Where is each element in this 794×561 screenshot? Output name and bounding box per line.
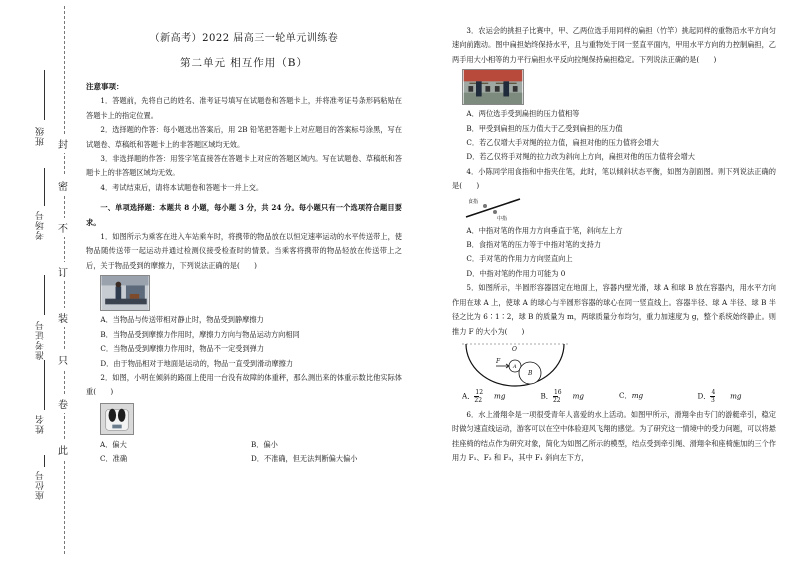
seal-mark-zhuang: 装 <box>58 308 68 327</box>
q4-pen-diagram <box>464 195 524 223</box>
q4-middle-finger-label: 中指 <box>497 215 508 222</box>
q5-option-b-numerator: 16 <box>553 388 562 396</box>
q4-index-finger <box>483 204 487 208</box>
exam-subtitle: 第二单元 相互作用（B） <box>179 57 309 69</box>
q5-option-a-denominator: 22 <box>474 396 483 404</box>
notice-item: 3．非选择题的作答：用签字笔直接答在答题卡上对应的答题区域内。写在试题卷、草稿纸和答题卡上的非答题区域均无效。 <box>86 154 402 178</box>
q1-option-d: D．由于物品相对于地面是运动的，物品一直受到滑动摩擦力 <box>100 358 294 368</box>
binding-margin <box>0 0 82 561</box>
q3-stem: 3．农运会的挑担子比赛中，甲、乙两位选手用同样的扁担（竹竿）挑起同样的重物沿水平方向匀速向前跑动。图中扁担始终保持水平，且与重物处于同一竖直平面内，甲用水平方向的力控制扁担，乙两手用大小相等的力平行扁担水平反向拉绳保持扁担稳定。下列说法正确的是( ) <box>452 26 776 64</box>
q5-option-c <box>619 389 698 404</box>
q2-option-a: A．偏大 <box>100 439 127 449</box>
left-column <box>86 0 402 467</box>
q5-option-d-numerator: 4 <box>711 388 716 396</box>
exam-room-label: 考场号 <box>36 210 46 240</box>
q5-option-c-letter: C． <box>619 390 632 400</box>
q5-option-a-unit: mg <box>494 391 506 401</box>
q3-race-photo <box>462 69 524 105</box>
q4-option-b: B．食指对笔的压力等于中指对笔的支持力 <box>466 240 602 250</box>
right-column <box>452 24 776 466</box>
q3-option-a: A．两位选手受到扁担的压力值相等 <box>466 109 580 119</box>
q2-stem: 2．如图，小明在倾斜的路面上使用一台没有故障的体重秤，那么测出来的体重示数比他实际体重( ) <box>86 372 402 397</box>
q1-option-c: C．当物品受到摩擦力作用时，物品不一定受到弹力 <box>100 344 265 354</box>
q5-hemisphere-diagram <box>460 340 570 388</box>
q4-stem: 4．小陈同学用食指和中指夹住笔，此时，笔以倾斜状态平衡，如图为剖面图。则下列说法正确的是( ) <box>452 166 776 191</box>
exam-title: （新高考）2022 届高三一轮单元训练卷 <box>149 33 339 44</box>
q5-ball-a-label: A <box>513 363 517 370</box>
q1-option-b: B．当物品受到摩擦力作用时，摩擦力方向与物品运动方向相同 <box>100 329 300 339</box>
class-label: 班级 <box>36 126 46 146</box>
q5-option-d <box>698 389 777 404</box>
q5-option-d-unit: mg <box>730 391 742 401</box>
seat-number-field-line[interactable] <box>44 455 45 467</box>
q5-option-d-denominator: 3 <box>710 396 715 404</box>
q5-option-d-letter: D． <box>697 391 711 401</box>
seal-mark-ci: 此 <box>58 440 68 459</box>
q5-options-row <box>452 389 776 404</box>
q3-option-c: C．若乙仅增大手对绳的拉力值，扁担对他的压力值将会增大 <box>466 138 659 148</box>
q6-stem: 6．水上滑翔伞是一项很受青年人喜爱的水上活动。如图甲所示，滑翔伞由专门的游艇牵引，稳定时做匀速直线运动，游客可以在空中体验迎风飞翔的感觉。为了研究这一情境中的受力问题，可以将悬挂座椅的结点作为研究对象，简化为如图乙所示的模型，结点受到牵引绳、滑翔伞和座椅施加的三个作用力 F₁、F₂ 和 F₃，其中 F₁ 斜向左下方， <box>452 409 776 463</box>
q5-center-label: O <box>512 345 517 353</box>
class-field-line[interactable] <box>44 70 45 120</box>
q4-middle-finger <box>493 210 497 214</box>
seal-mark-mi: 密 <box>58 176 68 195</box>
exam-room-field-line[interactable] <box>44 168 45 206</box>
notice-item: 1．答题前，先将自己的姓名、准考证号填写在试题卷和答题卡上，并将准考证号条形码粘贴在答题卡上的指定位置。 <box>86 96 402 120</box>
q5-ball-b-label: B <box>528 369 533 377</box>
q5-option-b-letter: B． <box>540 391 553 401</box>
q3-option-d: D．若乙仅将手对绳的拉力改为斜向上方向，扁担对他的压力值将会增大 <box>466 152 695 162</box>
notice-heading: 注意事项： <box>86 82 124 91</box>
q1-option-a: A．当物品与传送带相对静止时，物品受到静摩擦力 <box>100 315 264 325</box>
q3-option-b: B．甲受到扁担的压力值大于乙受到扁担的压力值 <box>466 123 623 133</box>
q5-option-b-denominator: 22 <box>552 396 561 404</box>
seal-mark-bu: 不 <box>58 218 68 237</box>
exam-number-label: 准考证号 <box>36 320 46 360</box>
seal-mark-ding: 订 <box>58 262 68 281</box>
q5-stem <box>452 281 776 339</box>
seal-mark-juan: 卷 <box>58 394 68 413</box>
q4-option-a: A．中指对笔的作用力方向垂直于笔，斜向左上方 <box>466 225 623 235</box>
q5-option-c-value: mg <box>631 390 644 400</box>
q5-option-a-letter: A． <box>462 391 475 401</box>
q5-force-label: F <box>496 357 501 365</box>
seat-number-label: 座位号 <box>36 470 46 500</box>
seal-mark-feng: 封 <box>58 134 68 153</box>
q5-option-a <box>462 389 541 404</box>
q4-option-c: C．手对笔的作用力方向竖直向上 <box>466 254 573 264</box>
q1-stem: 1．如图所示为乘客在进入车站乘车时，将携带的物品放在以恒定速率运动的水平传送带上，使物品随传送带一起运动并通过检测仪接受检查时的情景。当乘客将携带的物品轻放在传送带上之后，关于物品受到的摩擦力，下列说法正确的是( ) <box>86 232 402 270</box>
q5-stem-text: 5．如图所示，半圆形容器固定在地面上，容器内壁光滑，球 A 和球 B 放在容器内，用水平方向作用在球 A 上，使球 A 的球心与半圆形容器的球心在同一竖直线上。容器半径、球 A 半径、球 B 半径之比为 6∶1∶2，球 B 的质量为 m，两球质量分布均匀，重力加速度为 g，整个系统始终静止。则推力 F 的大小为( <box>452 283 776 336</box>
notice-item: 4．考试结束后，请将本试题卷和答题卡一并上交。 <box>100 182 264 192</box>
q5-option-a-fraction <box>474 389 494 404</box>
q2-options-row-2 <box>86 452 402 466</box>
q2-option-b: B．偏小 <box>251 439 278 449</box>
section-heading: 一、单项选择题：本题共 8 小题，每小题 3 分，共 24 分。每小题只有一个选项符合题目要求。 <box>86 203 402 227</box>
q4-index-finger-label: 食指 <box>468 198 479 205</box>
exam-number-field-line[interactable] <box>44 275 45 315</box>
q5-option-b-fraction <box>553 389 573 404</box>
name-label: 姓名 <box>36 414 46 434</box>
q5-stem-close: ) <box>521 326 525 336</box>
q5-option-a-numerator: 12 <box>475 388 484 396</box>
seal-mark-zhi: 只 <box>58 350 68 369</box>
q2-options-row-1 <box>86 438 402 452</box>
q2-scale-photo <box>100 403 134 435</box>
name-field-line[interactable] <box>44 360 45 410</box>
q5-option-b-unit: mg <box>572 391 585 401</box>
q5-option-b <box>541 389 620 404</box>
q2-option-d: D．不准确，但无法判断偏大偏小 <box>251 454 358 464</box>
q5-option-d-fraction <box>710 389 730 404</box>
q4-option-d: D．中指对笔的作用力可能为 0 <box>466 268 566 278</box>
q2-option-c: C．准确 <box>100 454 128 464</box>
q1-conveyor-photo <box>100 275 150 311</box>
notice-item: 2．选择题的作答：每小题选出答案后，用 2B 铅笔把答题卡上对应题目的答案标号涂黑，写在试题卷、草稿纸和答题卡上的非答题区域均无效。 <box>86 125 402 149</box>
